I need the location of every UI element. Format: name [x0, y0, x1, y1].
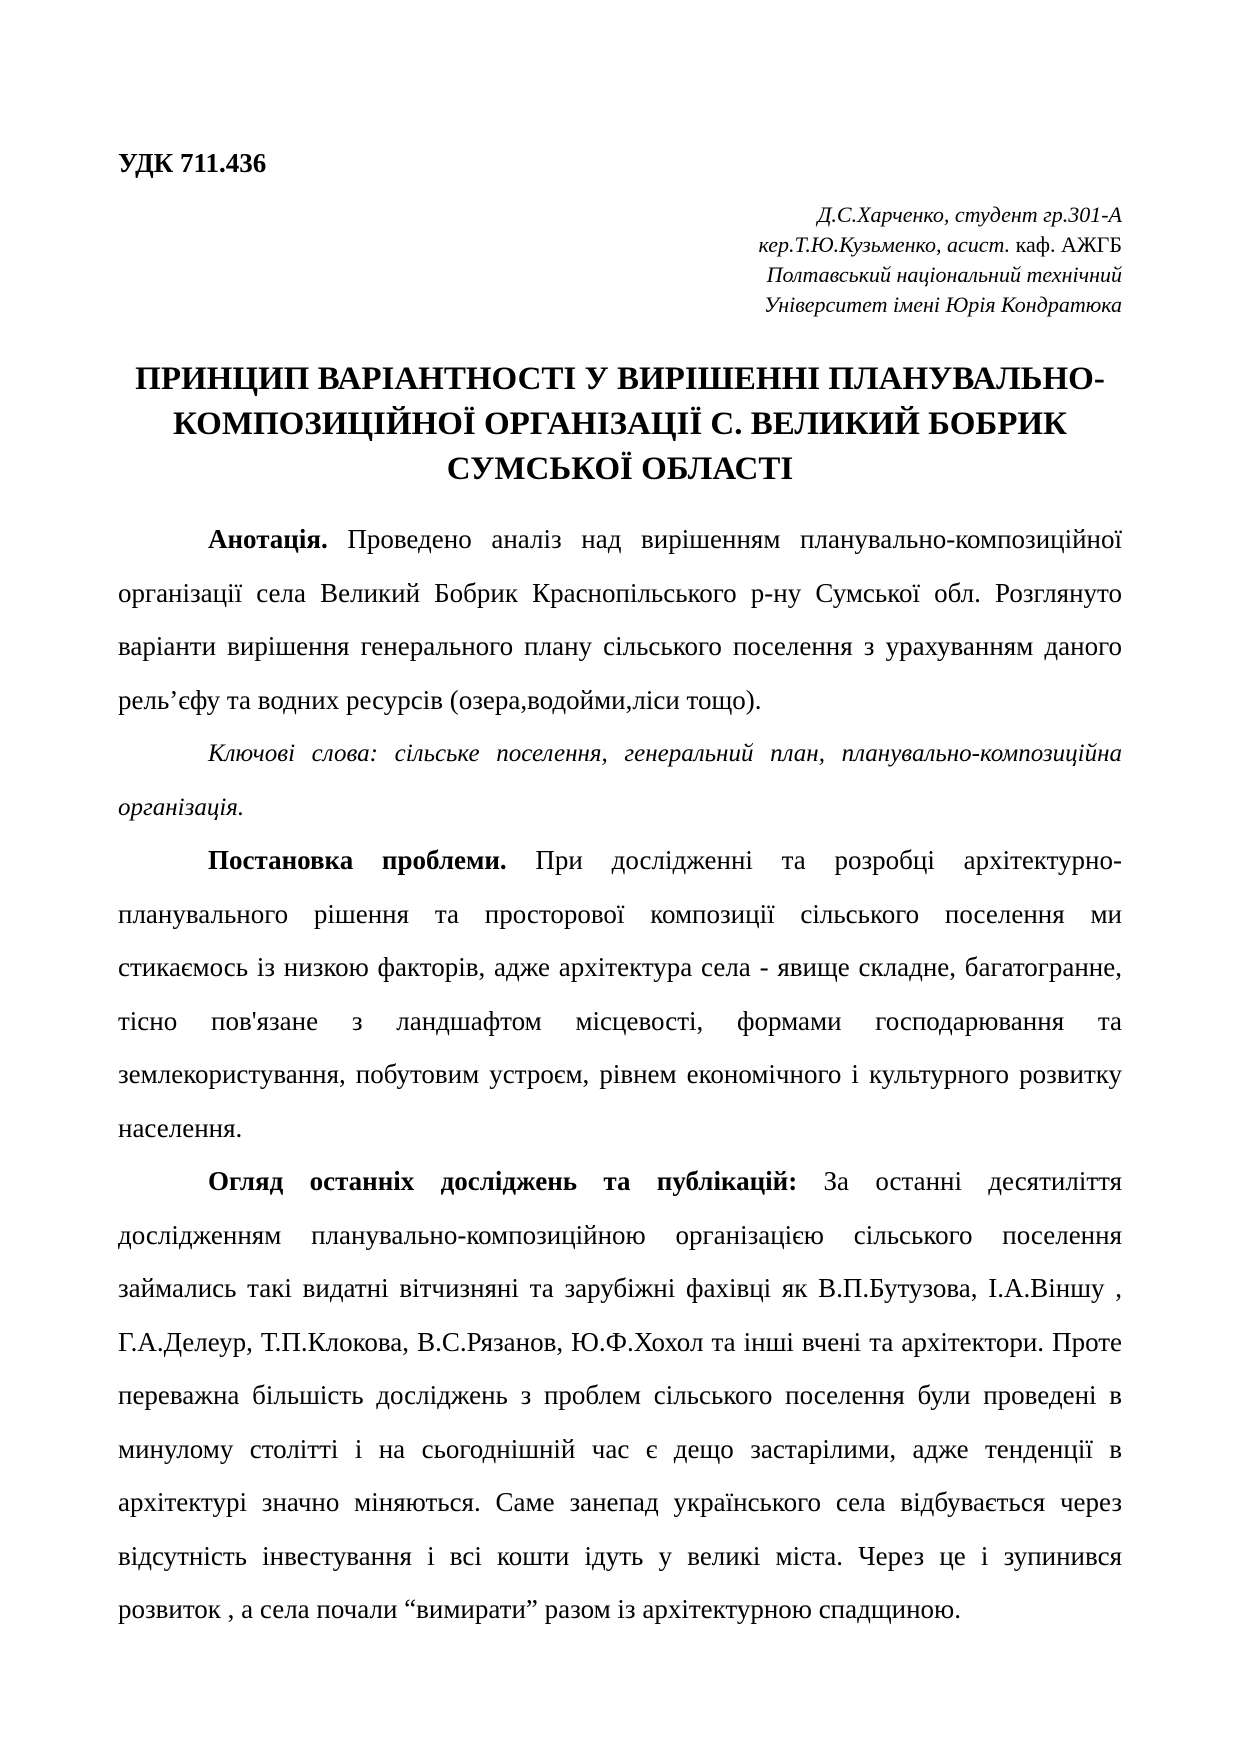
paper-body — [118, 513, 1122, 1637]
review-paragraph — [118, 1155, 1122, 1637]
author-line-university-2: Університет імені Юрія Кондратюка — [763, 292, 1122, 317]
author-line-supervisor — [422, 230, 1122, 260]
review-text: За останні десятиліття дослідженням планувально-композиційною організацією сільського поселення займались такі видатні вітчизняні та зарубіжні фахівці як В.П.Бутузова, І.А.Віншу , Г.А.Делеур, Т.П.Клокова, В.С.Рязанов, Ю.Ф.Хохол та інші вчені та архітектори. Проте переважна більшість досліджень з проблем сільського поселення були проведені в минулому столітті і на сьогоднішній час є дещо застарілими, адже тенденції в архітектурі значно міняються. Саме занепад українського села відбувається через відсутність інвестування і всі кошти ідуть у великі міста. Через це і зупинився розвиток , а села почали “вимирати” разом із архітектурною спадщиною. — [118, 1166, 1122, 1624]
supervisor-name: кер.Т.Ю.Кузьменко, асист. — [758, 232, 1011, 257]
abstract-text: Проведено аналіз над вирішенням планувально-композиційної організації села Великий Бобрик Краснопільського р-ну Сумської обл. Розглянуто варіанти вирішення генерального плану сільського поселення з урахуванням даного рель’єфу та водних ресурсів (озера,водойми,ліси тощо). — [118, 524, 1122, 715]
problem-text: При дослідженні та розробці архітектурно-планувального рішення та просторової композиції сільського поселення ми стикаємось із низкою факторів, адже архітектура села - явище складне, багатогранне, тісно пов'язане з ландшафтом місцевості, формами господарювання та землекористування, побутовим устроєм, рівнем економічного і культурного розвитку населення. — [118, 845, 1122, 1143]
title-line-3: СУМСЬКОЇ ОБЛАСТІ — [446, 451, 794, 487]
keywords-paragraph — [118, 727, 1122, 834]
author-block — [422, 200, 1122, 320]
problem-label: Постановка проблеми. — [208, 845, 507, 875]
problem-paragraph — [118, 834, 1122, 1155]
paper-title — [118, 357, 1122, 492]
udc-code: УДК 711.436 — [118, 148, 267, 178]
author-line-university-1: Полтавський національний технічний — [766, 262, 1122, 287]
department-name: каф. АЖГБ — [1015, 232, 1122, 257]
abstract-paragraph — [118, 513, 1122, 727]
author-line-student: Д.С.Харченко, студент гр.301-А — [817, 202, 1122, 227]
title-line-1: ПРИНЦИП ВАРІАНТНОСТІ У ВИРІШЕННІ ПЛАНУВАЛЬНО- — [135, 361, 1105, 397]
keywords-text: Ключові слова: сільське поселення, генеральний план, планувально-композиційна організація. — [118, 740, 1122, 821]
title-line-2: КОМПОЗИЦІЙНОЇ ОРГАНІЗАЦІЇ С. ВЕЛИКИЙ БОБРИК — [173, 406, 1067, 442]
abstract-label: Анотація. — [208, 524, 328, 554]
review-label: Огляд останніх досліджень та публікацій: — [208, 1166, 798, 1196]
